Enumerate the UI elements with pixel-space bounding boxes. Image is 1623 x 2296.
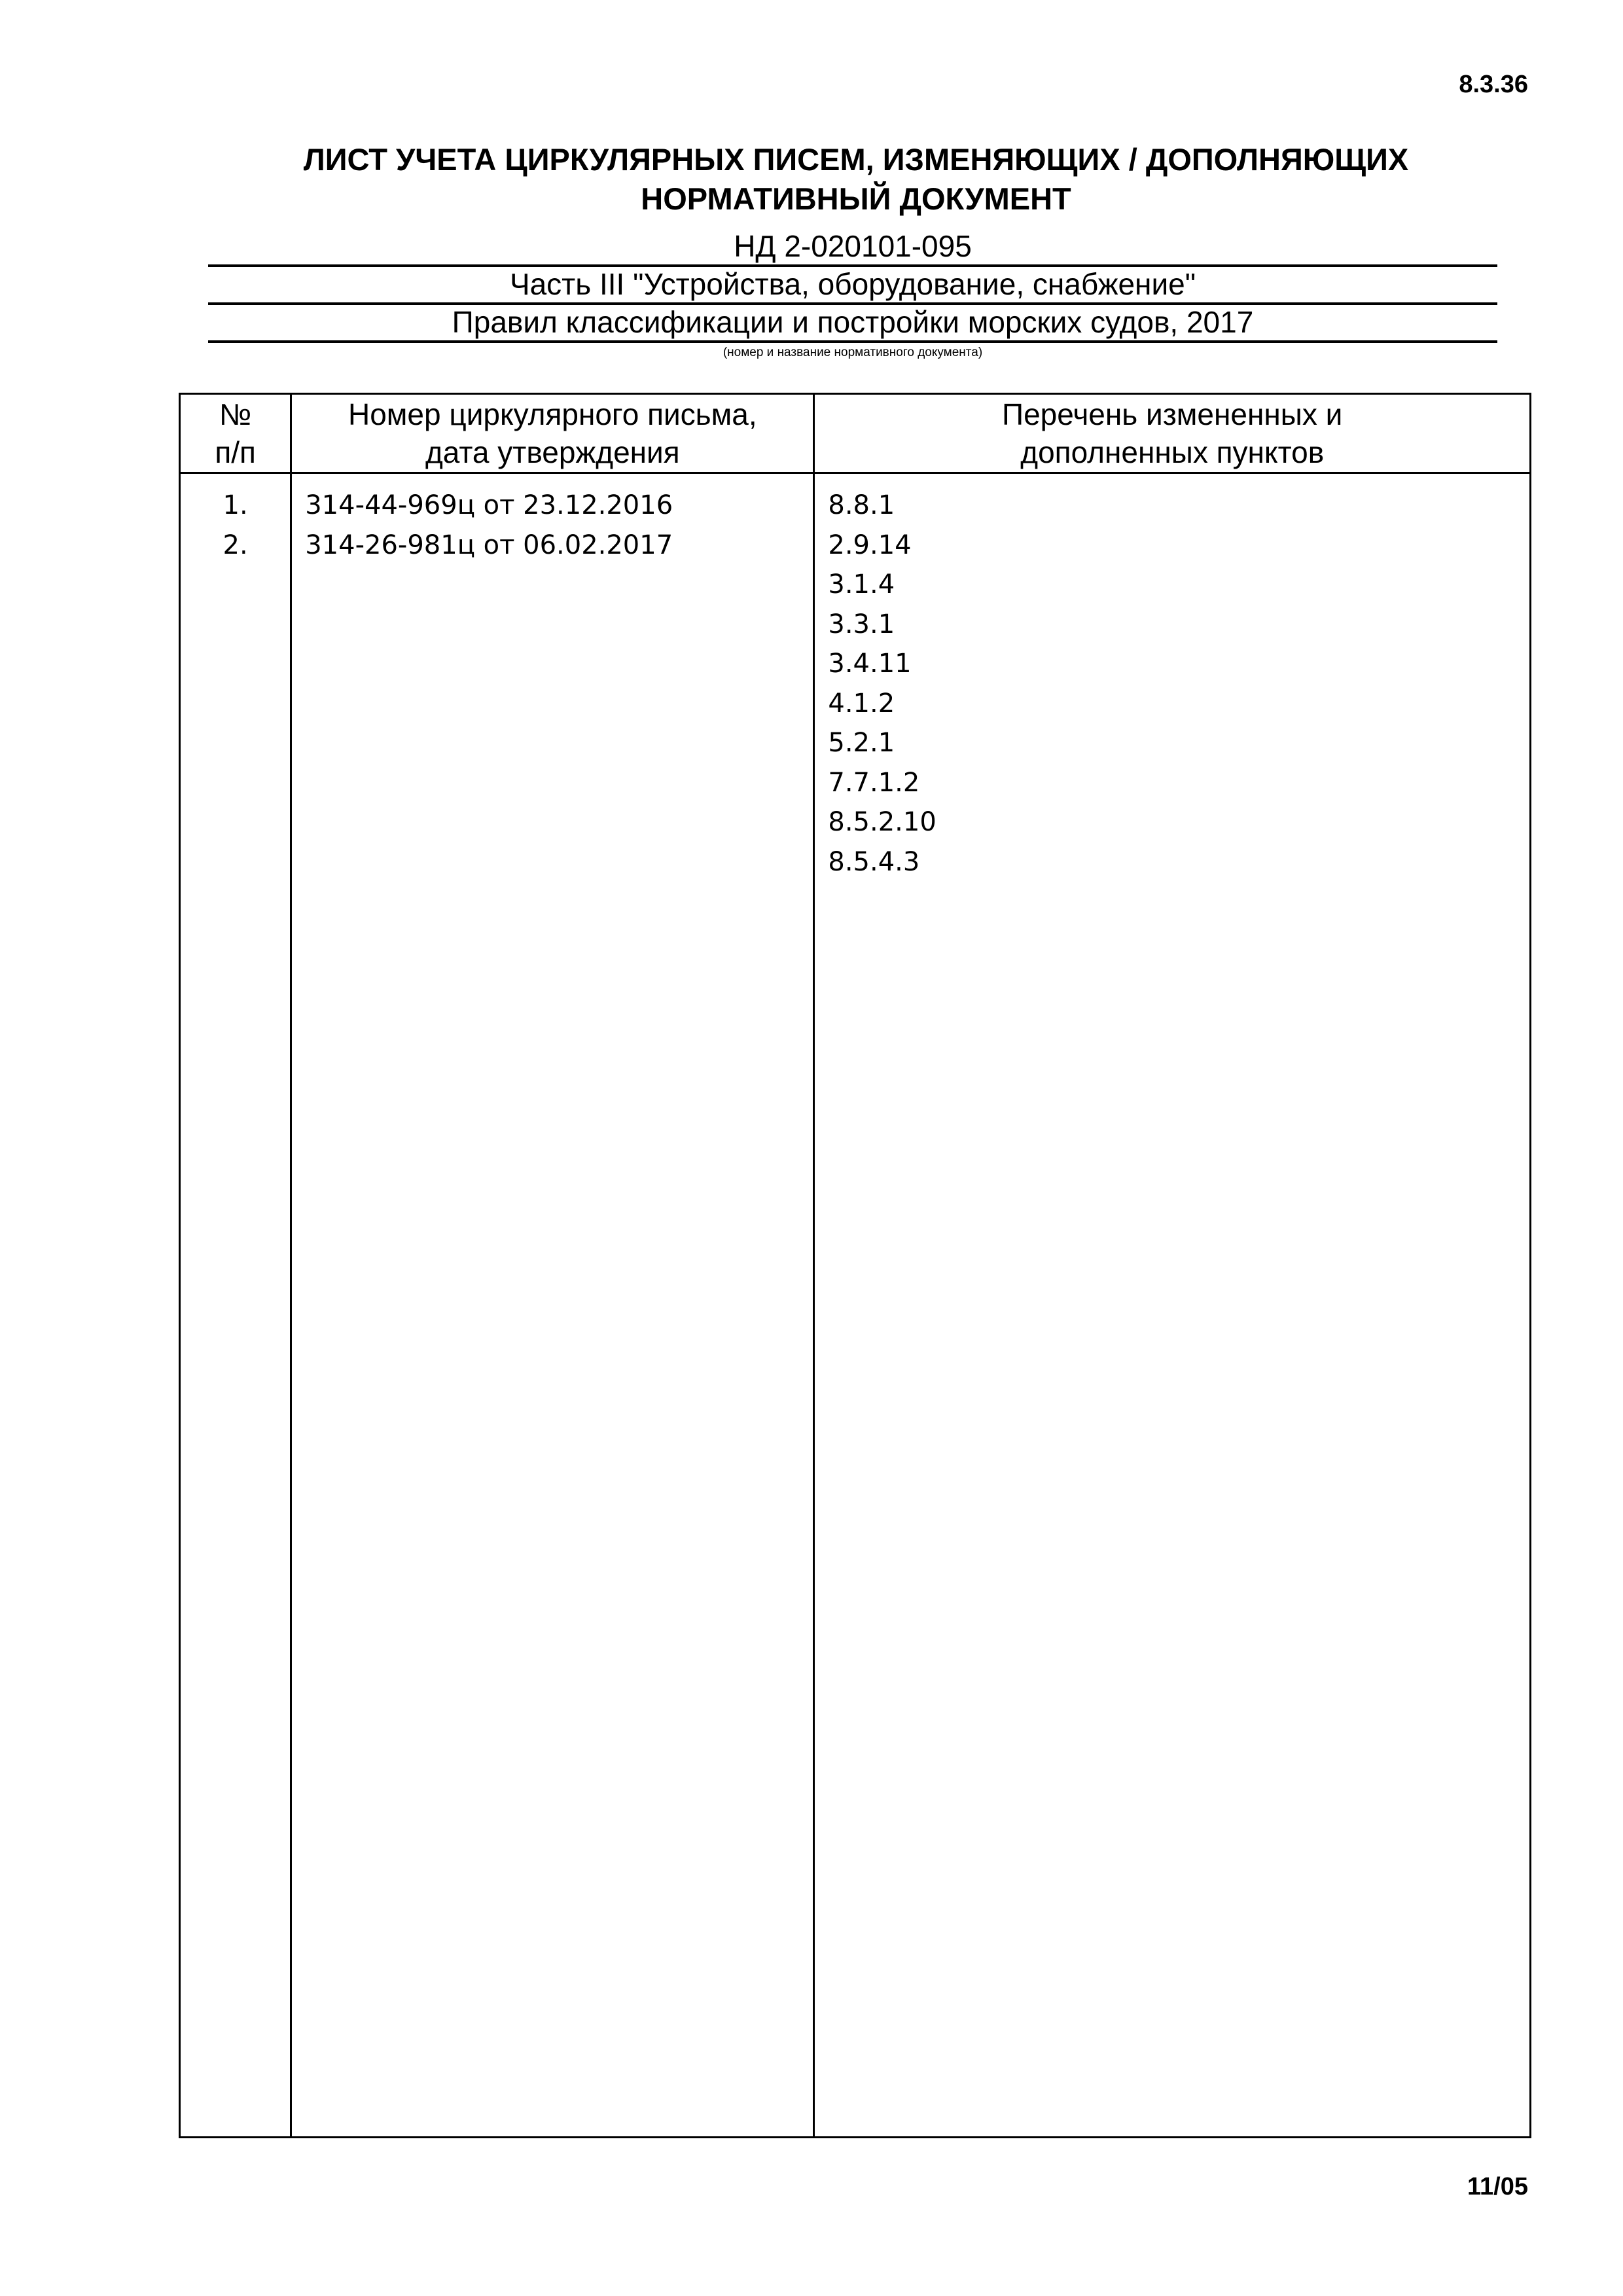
item: 2.9.14 [828,529,912,560]
item: 5.2.1 [828,728,895,758]
form-code: 8.3.36 [1459,71,1528,98]
circular-letters-table [179,393,1531,2138]
header-items: Перечень измененных и дополненных пунктов [814,394,1531,473]
page-number: 11/05 [1467,2173,1528,2200]
doc-part-field: Часть III "Устройства, оборудование, снабжение" [208,266,1497,305]
document-title [0,140,1623,219]
table-header-row [180,394,1531,473]
doc-rules-field: Правил классификации и постройки морских судов, 2017 [208,304,1497,343]
circular-letter: 314-44-969ц от 23.12.2016 [305,490,673,520]
item: 3.3.1 [828,609,895,639]
row-number: 2. [223,529,248,560]
item: 8.5.4.3 [828,846,920,877]
item: 7.7.1.2 [828,767,920,798]
title-line-2: НОРМАТИВНЫЙ ДОКУМЕНТ [641,181,1071,216]
items-cell [814,473,1531,2138]
number-cell [180,473,291,2138]
circular-letter: 314-26-981ц от 06.02.2017 [305,529,673,560]
item: 4.1.2 [828,688,895,719]
item: 8.5.2.10 [828,807,936,837]
header-letter: Номер циркулярного письма, дата утверждения [291,394,814,473]
title-line-1: ЛИСТ УЧЕТА ЦИРКУЛЯРНЫХ ПИСЕМ, ИЗМЕНЯЮЩИХ / ДОПОЛНЯЮЩИХ [303,142,1409,177]
row-number: 1. [223,490,248,520]
header-number: № п/п [180,394,291,473]
letter-cell [291,473,814,2138]
item: 8.8.1 [828,490,895,520]
item: 3.4.11 [828,649,912,679]
item: 3.1.4 [828,569,895,600]
table-body-row [180,473,1531,2138]
doc-number-field: НД 2-020101-095 [208,228,1497,267]
field-caption: (номер и название нормативного документа) [722,346,983,359]
